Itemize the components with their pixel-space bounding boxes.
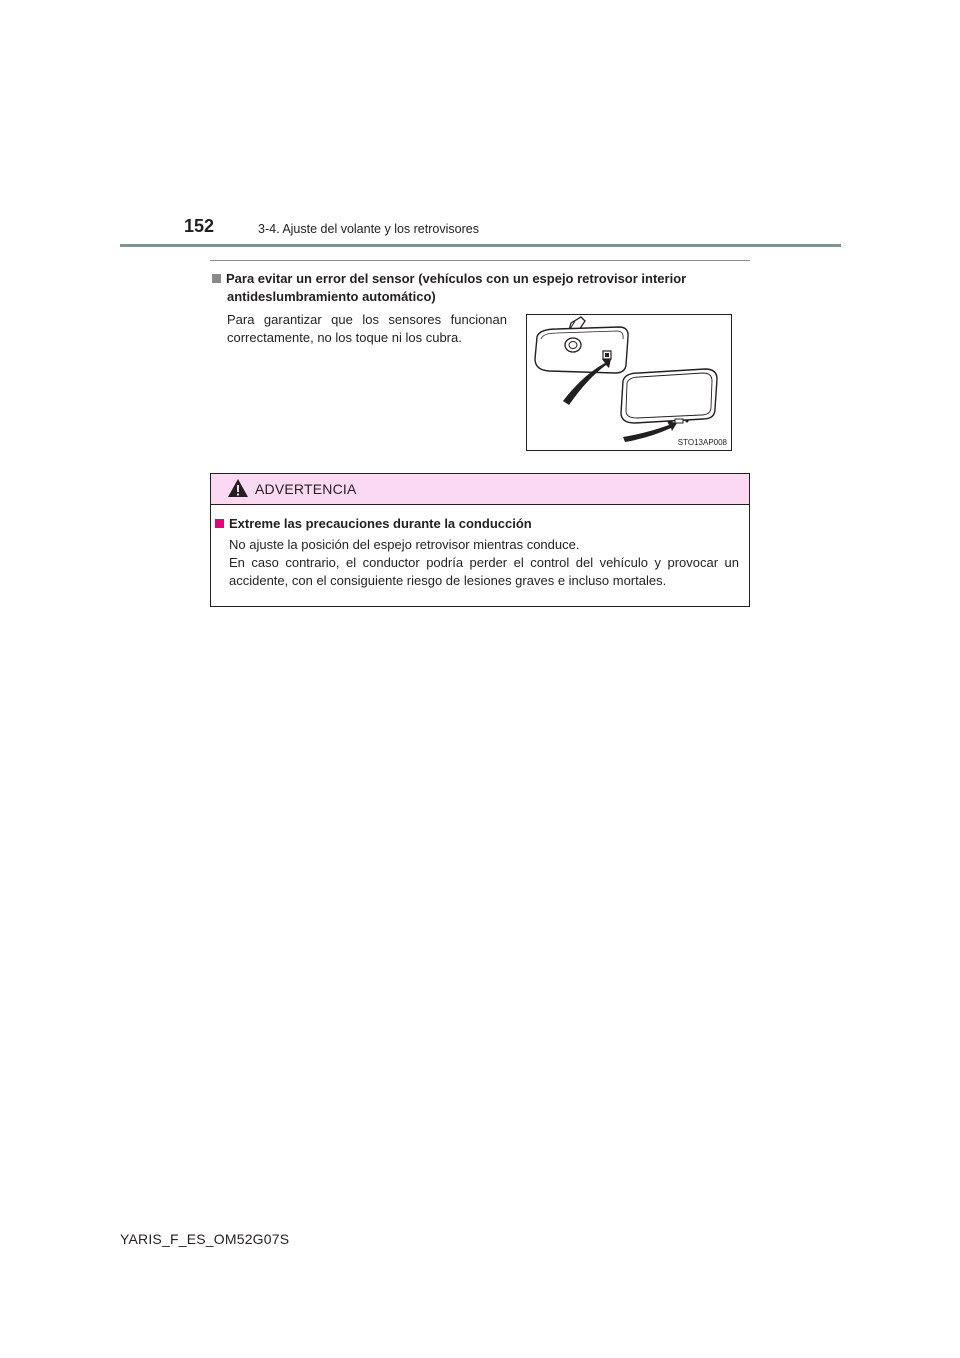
warning-triangle-icon bbox=[227, 478, 249, 498]
subhead-line-2: antideslumbramiento automático) bbox=[227, 289, 436, 304]
warning-header bbox=[211, 474, 749, 505]
arrow-to-front-sensor-icon bbox=[623, 421, 677, 442]
section-title: 3-4. Ajuste del volante y los retrovisores bbox=[258, 222, 479, 236]
section-body: Para garantizar que los sensores funcionan correctamente, no los toque ni los cubra. bbox=[227, 312, 507, 345]
header-rule bbox=[120, 244, 841, 247]
mirror-sensor-figure bbox=[526, 314, 732, 451]
subhead-line-1: Para evitar un error del sensor (vehículos con un espejo retrovisor interior bbox=[226, 271, 687, 286]
warning-line-2: En caso contrario, el conductor podría perder el control del vehículo y provocar un accidente, con el consiguiente riesgo de lesiones graves e incluso mortales. bbox=[229, 555, 739, 588]
footer-doc-code: YARIS_F_ES_OM52G07S bbox=[120, 1231, 290, 1247]
section-subhead bbox=[212, 270, 750, 306]
warning-subhead bbox=[215, 516, 532, 531]
warning-title: ADVERTENCIA bbox=[255, 481, 357, 497]
front-sensor-icon bbox=[675, 419, 683, 423]
section-divider bbox=[210, 260, 750, 261]
bullet-square-icon bbox=[212, 274, 221, 283]
warning-line-1: No ajuste la posición del espejo retrovisor mientras conduce. bbox=[229, 537, 580, 552]
warning-subhead-text: Extreme las precauciones durante la conducción bbox=[229, 516, 532, 531]
warning-bullet-square-icon bbox=[215, 519, 224, 528]
warning-body bbox=[229, 536, 739, 590]
warning-box bbox=[210, 473, 750, 607]
page-number: 152 bbox=[184, 216, 215, 236]
figure-code: STO13AP008 bbox=[677, 438, 727, 447]
rear-view-mirror-illustration bbox=[527, 315, 731, 450]
